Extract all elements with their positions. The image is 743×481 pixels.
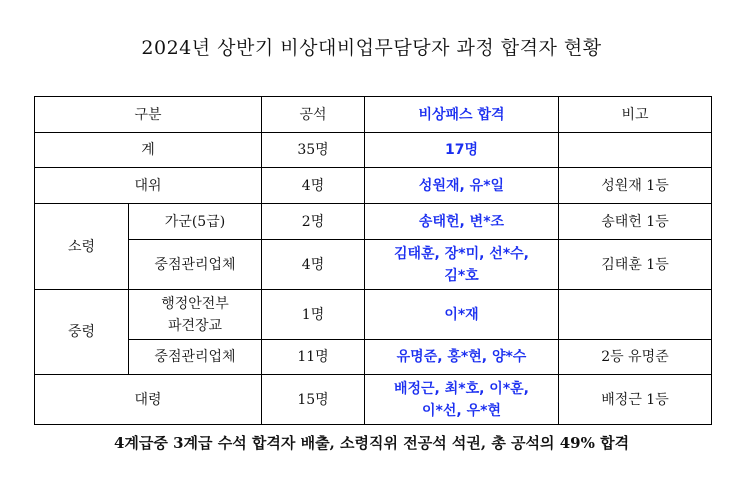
row-note: 김태훈 1등 [559, 240, 712, 290]
passers-line-1: 배정근, 최*호, 이*훈, [393, 380, 529, 397]
row-passers: 유명준, 홍*현, 양*수 [365, 340, 559, 375]
row-note [559, 290, 712, 340]
passers-line-2: 이*선, 우*현 [422, 402, 501, 419]
row-seats: 15명 [262, 375, 365, 425]
page-title: 2024년 상반기 비상대비업무담당자 과정 합격자 현황 [141, 37, 602, 59]
results-table [34, 96, 712, 425]
row-label [129, 290, 262, 340]
row-seats: 11명 [262, 340, 365, 375]
row-seats: 35명 [262, 133, 365, 168]
label-line-1: 행정안전부 [161, 295, 229, 312]
table-row-col [35, 375, 712, 425]
header-seats: 공석 [262, 97, 365, 133]
summary-footnote: 4계급중 3계급 수석 합격자 배출, 소령직위 전공석 석권, 총 공석의 49% 합격 [113, 434, 630, 452]
row-label: 대령 [35, 375, 262, 425]
row-note: 송태헌 1등 [559, 204, 712, 240]
row-label: 대위 [35, 168, 262, 204]
row-label: 계 [35, 133, 262, 168]
table-row-ltcol-key [35, 340, 712, 375]
table-row-major-key [35, 240, 712, 290]
table-row-captain [35, 168, 712, 204]
row-label: 중점관리업체 [129, 240, 262, 290]
row-note: 성원재 1등 [559, 168, 712, 204]
group-label-major: 소령 [35, 204, 129, 290]
header-row [35, 97, 712, 133]
row-label: 중점관리업체 [129, 340, 262, 375]
header-passers: 비상패스 합격 [365, 97, 559, 133]
header-note: 비고 [559, 97, 712, 133]
row-seats: 2명 [262, 204, 365, 240]
table-row-ltcol-mois [35, 290, 712, 340]
row-seats: 4명 [262, 240, 365, 290]
group-label-ltcol: 중령 [35, 290, 129, 375]
row-seats: 4명 [262, 168, 365, 204]
row-passers [365, 240, 559, 290]
row-passers: 송태헌, 변*조 [365, 204, 559, 240]
label-line-2: 파견장교 [167, 317, 223, 334]
passers-line-1: 김태훈, 장*미, 선*수, [393, 245, 529, 262]
row-passers [365, 375, 559, 425]
table-row-total [35, 133, 712, 168]
row-seats: 1명 [262, 290, 365, 340]
passers-line-2: 김*호 [444, 267, 479, 284]
row-passers: 17명 [365, 133, 559, 168]
row-passers: 이*재 [365, 290, 559, 340]
row-label: 가군(5급) [129, 204, 262, 240]
row-note [559, 133, 712, 168]
header-category: 구분 [35, 97, 262, 133]
table-row-major-military [35, 204, 712, 240]
row-note: 2등 유명준 [559, 340, 712, 375]
row-passers: 성원재, 유*일 [365, 168, 559, 204]
row-note: 배정근 1등 [559, 375, 712, 425]
